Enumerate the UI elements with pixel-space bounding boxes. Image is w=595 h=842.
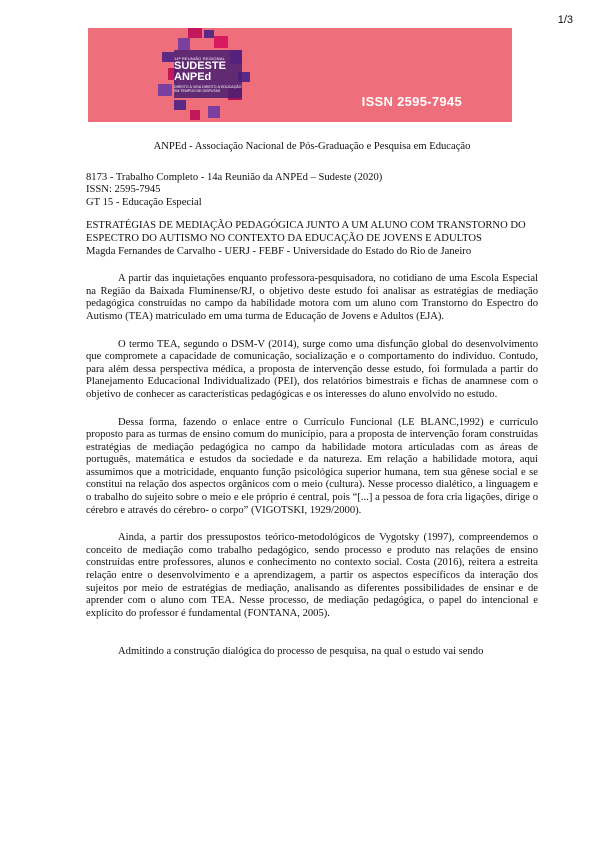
work-metadata <box>86 172 538 210</box>
body-paragraph: A partir das inquietações enquanto professora-pesquisadora, no cotidiano de uma Escola Especial na Região da Baixada Fluminense/RJ, o objetivo deste estudo foi analisar as estratégias de mediação pedagógica construídas no campo da habilidade motora com um aluno com Transtorno do Espectro do Autismo (TEA) matriculado em uma turma de Educação de Jovens e Adultos (EJA). <box>86 273 538 322</box>
event-edition-label: 14ª REUNIÃO REGIONAL <box>174 56 226 61</box>
issn-line: ISSN: 2595-7945 <box>86 184 161 196</box>
article-authors: Magda Fernandes de Carvalho - UERJ - FEBF - Universidade do Estado do Rio de Janeiro <box>86 245 472 257</box>
association-heading: ANPEd - Associação Nacional de Pós-Graduação e Pesquisa em Educação <box>153 141 471 152</box>
event-region-label: SUDESTE <box>174 60 226 72</box>
work-id-line: 8173 - Trabalho Completo - 14a Reunião da ANPEd – Sudeste (2020) <box>86 171 383 183</box>
event-banner <box>88 28 512 122</box>
document-body <box>86 141 538 674</box>
article-title: ESTRATÉGIAS DE MEDIAÇÃO PEDAGÓGICA JUNTO A UM ALUNO COM TRANSTORNO DO ESPECTRO DO AUTISMO NO CONTEXTO DA EDUCAÇÃO DE JOVENS E ADULTOS <box>86 220 526 244</box>
body-paragraph: Admitindo a construção dialógica do processo de pesquisa, na qual o estudo vai sendo <box>118 646 484 658</box>
body-paragraph: Ainda, a partir dos pressupostos teórico-metodológicos de Vygotsky (1997), compreendemos o conceito de mediação como trabalho pedagógico, sendo processo e produto nas relações de ensino construídas entre professores, alunos e conhecimento no contexto social. Costa (2016), reitera a estreita relação entre o desenvolvimento e a aprendizagem, a partir os aspectos específicos da interação dos sujeitos por meio de estratégias de mediação, analisando as diferentes possibilidades de ensinar e de aprender com o aluno com TEA. Nesse processo, de mediação pedagógica, o papel do intencional e explícito do professor é fundamental (FONTANA, 2005). <box>86 532 538 619</box>
event-logo <box>174 56 244 93</box>
body-paragraph: Dessa forma, fazendo o enlace entre o Currículo Funcional (LE BLANC,1992) e currículo proposto para as turmas de ensino comum do município, para a proposta de intervenção foram construídas estratégias de mediação pedagógica no campo da habilidade motora articuladas com as áreas de português, matemática e estudos da sociedade e da natureza. Em relação a habilidade motora, aqui assumimos que a motricidade, enquanto função psicológica superior humana, tem sua gênese social e se constitui na relação dos aspectos orgânicos com o meio (cultura). Nesse processo dialético, a linguagem e o trabalho do sujeito sobre o meio e ele próprio é central, pois “[...] a pessoa de fora cria ligações, dirige o cérebro e através do cérebro- o corpo” (VIGOTSKI, 1929/2000). <box>86 416 538 516</box>
event-tagline: DIREITO À VIDA DIREITO À EDUCAÇÃO EM TEMPOS DE DISPUTAS <box>174 85 242 94</box>
working-group-line: GT 15 - Educação Especial <box>86 196 202 208</box>
page-number: 1/3 <box>557 14 573 26</box>
event-name-label: ANPEd <box>174 71 212 83</box>
body-paragraph: O termo TEA, segundo o DSM-V (2014), surge como uma disfunção global do desenvolvimento que compromete a capacidade de comunicação, socialização e o comportamento do indivíduo. Contudo, para além dessa perspectiva médica, a proposta de intervenção desse estudo, foi formulada a partir do Planejamento Educacional Individualizado (PEI), dos relatórios bimestrais e fichas de anamnese com o objetivo de conhecer as características pedagógicas e os interesses do aluno envolvido no estudo. <box>86 338 538 400</box>
banner-issn: ISSN 2595-7945 <box>361 94 462 109</box>
